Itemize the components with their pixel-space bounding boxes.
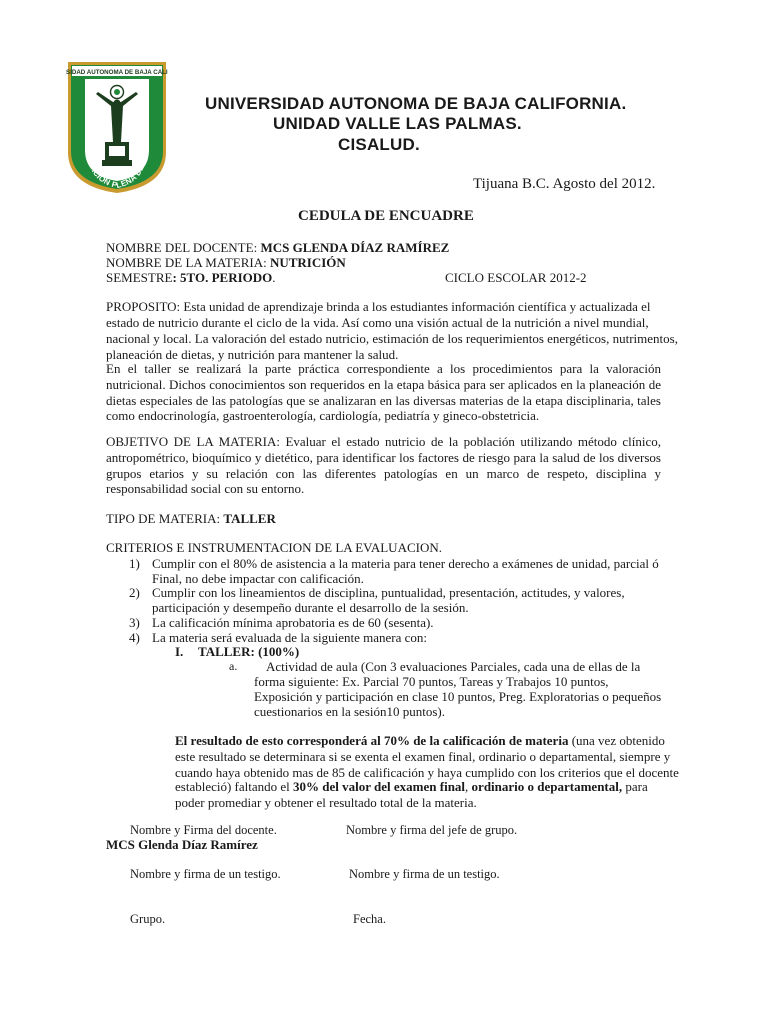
semestre-label: SEMESTRE xyxy=(106,270,173,285)
criterios-heading: CRITERIOS E INSTRUMENTACION DE LA EVALUACION. xyxy=(106,540,442,555)
criterio-4-line-1: La materia será evaluada de la siguiente manera con: xyxy=(152,630,428,645)
seal-ring-text: POR LA REALIZACION PLENA DEL HOMBRE xyxy=(85,102,149,191)
criterio-2-line-1: Cumplir con los lineamientos de disciplina, puntualidad, presentación, actitudes, y valores, xyxy=(152,585,625,600)
ciclo-escolar: CICLO ESCOLAR 2012-2 xyxy=(445,270,587,285)
resultado-line-1 xyxy=(175,733,665,749)
semestre-line xyxy=(106,270,276,286)
objetivo-paragraph: OBJETIVO DE LA MATERIA: Evaluar el estado nutricio de la población utilizando método clínico, antropométrico, bioquímico y dietético, para identificar los factores de riesgo para la salud de los diversos grupos etarios y su relación con las diferentes patologías en un marco de respeto, disciplina y responsabilidad social con su entorno. xyxy=(106,434,661,497)
criterio-num-4: 4) xyxy=(129,630,140,645)
tipo-label: TIPO DE MATERIA: xyxy=(106,511,224,526)
materia-label: NOMBRE DE LA MATERIA: xyxy=(106,255,270,270)
firma-testigo-1: Nombre y firma de un testigo. xyxy=(130,867,281,881)
fecha-label: Fecha. xyxy=(353,912,386,926)
header-university: UNIVERSIDAD AUTONOMA DE BAJA CALIFORNIA. xyxy=(205,94,627,113)
roman-num: I. xyxy=(175,644,184,659)
criterio-1-line-2: Final, no debe impactar con calificación. xyxy=(152,571,364,586)
university-seal xyxy=(66,60,168,194)
resultado-l1-rest: (una vez obtenido xyxy=(568,733,665,748)
proposito-line-3: nacional y local. La valoración del estado nutricio, estimación de los requerimientos energéticos, nutrimentos, xyxy=(106,331,678,346)
resultado-l4-a: estableció) faltando el xyxy=(175,779,294,794)
proposito-line-4: planeación de dietas, y nutrición para mantener la salud. xyxy=(106,347,399,362)
sub-line-2: forma siguiente: Ex. Parcial 70 puntos, Tareas y Trabajos 10 puntos, xyxy=(254,674,609,689)
materia-value: NUTRICIÓN xyxy=(269,255,346,270)
resultado-line-3: cuando haya obtenido mas de 85 de calificación y haya cumplido con los criterios que el docente xyxy=(175,765,679,780)
sub-line-1: Actividad de aula (Con 3 evaluaciones Parciales, cada una de ellas de la xyxy=(266,659,641,674)
sub-line-4: cuestionarios en la sesión10 puntos). xyxy=(254,704,445,719)
criterio-num-1: 1) xyxy=(129,556,140,571)
resultado-line-2: este resultado se determinara si se exenta el examen final, ordinario o departamental, siempre y xyxy=(175,749,671,764)
tipo-materia xyxy=(106,511,276,527)
semestre-value: : 5TO. PERIODO xyxy=(172,270,273,285)
resultado-line-4 xyxy=(175,779,648,795)
resultado-30-bold: 30% del valor del examen final xyxy=(293,779,466,794)
seal-top-text: SIDAD AUTONOMA DE BAJA CALI xyxy=(66,69,168,76)
resultado-line-5: poder promediar y obtener el resultado total de la materia. xyxy=(175,795,477,810)
resultado-ordinario-bold: ordinario o departamental, xyxy=(471,779,623,794)
docente-line xyxy=(106,240,449,256)
docente-label: NOMBRE DEL DOCENTE: xyxy=(106,240,261,255)
sub-line-3: Exposición y participación en clase 10 puntos, Preg. Exploratorias o pequeños xyxy=(254,689,662,704)
criterio-2-line-2: participación y desempeño durante el desarrollo de la sesión. xyxy=(152,600,469,615)
semestre-end: . xyxy=(272,270,276,285)
criterio-1-line-1: Cumplir con el 80% de asistencia a la materia para tener derecho a exámenes de unidad, parcial ó xyxy=(152,556,659,571)
sub-num: a. xyxy=(229,659,238,673)
materia-line xyxy=(106,255,346,271)
firma-jefe-label: Nombre y firma del jefe de grupo. xyxy=(346,823,518,837)
proposito-taller-paragraph: En el taller se realizará la parte práctica correspondiente a los procedimientos para la valoración nutricional. Dichos conocimientos son requeridos en la etapa básica para ser aplicados en la planeación de dietas especiales de las patologías que se analizaran en las diversas materias de la etapa disciplinaria, tales como endocrinología, gastroenterología, cardiología, pediatría y gineco-obstetricia. xyxy=(106,361,661,424)
tipo-value: TALLER xyxy=(223,511,276,526)
taller-percent: TALLER: (100%) xyxy=(198,644,300,659)
criterio-num-2: 2) xyxy=(129,585,140,600)
resultado-l4-d: para xyxy=(622,779,648,794)
header-cisalud: CISALUD. xyxy=(338,135,420,154)
resultado-l4-c: , xyxy=(465,779,472,794)
header-unit: UNIDAD VALLE LAS PALMAS. xyxy=(273,114,522,133)
criterio-num-3: 3) xyxy=(129,615,140,630)
place-date: Tijuana B.C. Agosto del 2012. xyxy=(473,176,656,192)
firma-docente-label: Nombre y Firma del docente. xyxy=(130,823,277,837)
criterio-3-line-1: La calificación mínima aprobatoria es de 60 (sesenta). xyxy=(152,615,434,630)
docente-name: MCS Glenda Díaz Ramírez xyxy=(106,837,258,852)
proposito-line-1: PROPOSITO: Esta unidad de aprendizaje brinda a los estudiantes información científica y actualizada el xyxy=(106,299,651,314)
resultado-70-bold: El resultado de esto corresponderá al 70% de la calificación de materia xyxy=(175,733,569,748)
proposito-line-2: estado de nutricio durante el ciclo de la vida. Así como una visión actual de la nutrición a nivel mundial, xyxy=(106,315,649,330)
docente-value: MCS GLENDA DÍAZ RAMÍREZ xyxy=(260,240,450,255)
document-title: CEDULA DE ENCUADRE xyxy=(298,208,474,224)
grupo-label: Grupo. xyxy=(130,912,166,926)
firma-testigo-2: Nombre y firma de un testigo. xyxy=(349,867,500,881)
